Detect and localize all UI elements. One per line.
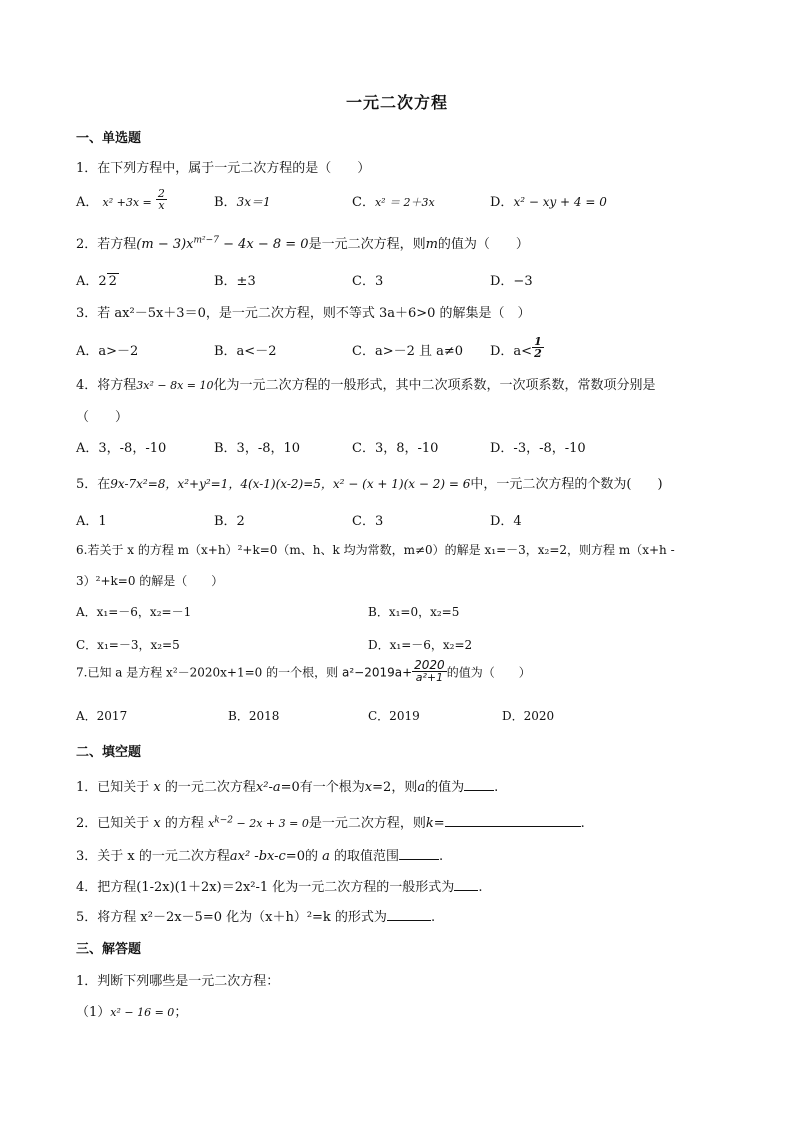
section-heading-solutions: 三、解答题 [76,942,142,957]
page-title: 一元二次方程 [345,93,448,112]
q1-option-b: B．3x＝1 [214,195,271,210]
q5-option-c: C．3 [352,514,384,529]
q3-option-c: C．a>－2 且 a≠0 [352,344,464,359]
question-4-stem: 4．将方程3x² − 8x = 10化为一元二次方程的一般形式，其中二次项系数，一次项系数，常数项分别是 [76,378,656,393]
q3-option-d: D．a< $\frac{1}{2}$ [490,335,542,360]
q4-option-c: C．3，8，-10 [352,441,439,456]
q7-option-b: B．2018 [228,709,280,723]
q6-option-c: C．x₁=－3，x₂=5 [76,638,180,652]
question-2-stem: 2．若方程$(m - 3)x^{m^2-7} - 4x - 8 = 0$是一元二次方程，则m的值为（ ） [76,235,529,252]
fill-question-3: 3．关于 x 的一元二次方程ax² -bx-c=0的 a 的取值范围 . [76,849,444,864]
question-6-stem-line1: 6.若关于 x 的方程 m（x+h）²+k=0（m、h、k 均为常数，m≠0）的解是 x₁=－3，x₂=2，则方程 m（x+h - [76,543,675,557]
q7-option-c: C．2019 [368,709,420,723]
fill-question-1: 1．已知关于 x 的一元二次方程x²-a=0有一个根为x=2，则a的值为 . [76,780,499,795]
q5-option-a: A．1 [76,514,107,529]
question-7-stem: 7.已知 a 是方程 x²－2020x+1=0 的一个根，则 a²−2019a+ $\frac{2020}{\text{a²+1}}$ 的值为（ ） [76,658,531,684]
q2-option-b: B．±3 [214,274,256,289]
q2-option-c: C．3 [352,274,384,289]
section-heading-single-choice: 一、单选题 [76,131,142,146]
q5-option-b: B．2 [214,514,245,529]
q4-option-a: A．3，-8，-10 [76,441,167,456]
answer-question-1: 1．判断下列哪些是一元二次方程： [76,974,280,989]
section-heading-fill-in: 二、填空题 [76,745,142,760]
q1-option-a: A． x² +3x = $\frac{2}{x}$ [76,187,165,212]
q2-option-a: A．2 2 [76,274,117,289]
fill-question-4: 4．把方程(1-2x)(1＋2x)＝2x²-1 化为一元二次方程的一般形式为 . [76,880,483,895]
q2-option-d: D．−3 [490,274,533,289]
q6-option-a: A．x₁=－6，x₂=－1 [76,605,192,619]
q3-option-b: B．a<－2 [214,344,277,359]
q3-option-a: A．a>－2 [76,344,139,359]
question-1-stem: 1．在下列方程中，属于一元二次方程的是（ ） [76,161,371,176]
q1-option-c: C．x² ＝ 2＋3x [352,195,435,210]
fill-question-2: 2．已知关于 x 的方程 $x^{k-2} - 2x + 3 = 0$是一元二次方程，则k= . [76,815,585,831]
question-5-stem: 5．在9x-7x²=8，x²+y²=1，4(x-1)(x-2)=5，x² − (x + 1)(x − 2) = 6中，一元二次方程的个数为( ) [76,477,663,492]
q6-option-d: D．x₁=－6，x₂=2 [368,638,473,652]
q6-option-b: B．x₁=0，x₂=5 [368,605,460,619]
q5-option-d: D．4 [490,514,522,529]
fill-question-5: 5．将方程 x²－2x－5=0 化为（x＋h）²=k 的形式为 . [76,910,436,925]
q7-option-a: A．2017 [76,709,128,723]
question-3-stem: 3．若 ax²－5x＋3＝0，是一元二次方程，则不等式 3a＋6>0 的解集是（ ） [76,306,531,321]
q4-option-d: D．-3，-8，-10 [490,441,586,456]
question-4-stem-cont: （ ） [76,410,129,425]
q4-option-b: B．3，-8，10 [214,441,301,456]
question-6-stem-line2: 3）²+k=0 的解是（ ） [76,574,224,588]
q1-option-d: D．x² − xy + 4 = 0 [490,195,607,210]
answer-question-1-part-1: （1）x² − 16 = 0； [76,1005,188,1020]
q7-option-d: D．2020 [502,709,555,723]
